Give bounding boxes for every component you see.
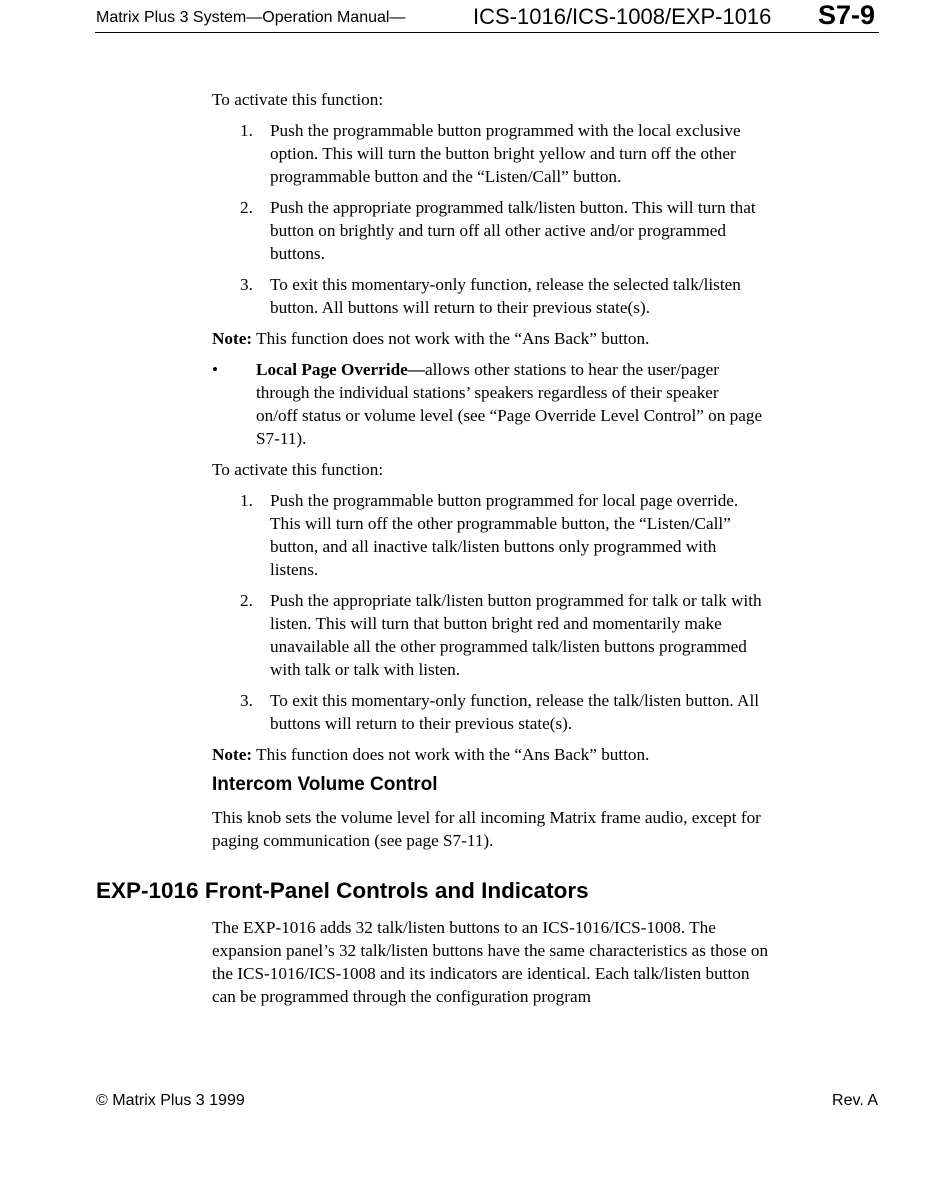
step-number: 1. [240, 121, 253, 140]
header-divider [95, 32, 879, 33]
step-text: Push the appropriate programmed talk/listen button. This will turn that button on brightly and turn off all other active and/or programmed buttons. [270, 198, 756, 263]
note-label: Note: [212, 745, 253, 764]
section1-step-3 [212, 273, 764, 319]
note-label: Note: [212, 329, 253, 348]
main-content [212, 88, 764, 852]
section1-step-1 [212, 119, 764, 188]
intercom-volume-text: This knob sets the volume level for all incoming Matrix frame audio, except for paging communication (see page S7-11). [212, 808, 761, 850]
footer-revision: Rev. A [832, 1092, 878, 1109]
intercom-volume-heading: Intercom Volume Control [212, 774, 438, 795]
step-number: 3. [240, 691, 253, 710]
exp-section-heading: EXP-1016 Front-Panel Controls and Indicators [96, 878, 589, 903]
bullet-local-page-override [212, 358, 764, 450]
step-number: 2. [240, 591, 253, 610]
step-text: To exit this momentary-only function, release the talk/listen button. All buttons will return to their previous state(s). [270, 691, 760, 733]
section2-note [212, 743, 764, 766]
header-manual-title: Matrix Plus 3 System—Operation Manual— [96, 9, 406, 26]
header-model-numbers: ICS-1016/ICS-1008/EXP-1016 [473, 4, 772, 29]
section2-steps [212, 489, 764, 735]
bullet-term: Local Page Override— [256, 360, 425, 379]
note-text: This function does not work with the “Ans Back” button. [252, 329, 650, 348]
section1-step-2 [212, 196, 764, 265]
step-text: To exit this momentary-only function, release the selected talk/listen button. All buttons will return to their previous state(s). [270, 275, 741, 317]
footer-copyright: © Matrix Plus 3 1999 [96, 1092, 245, 1109]
section1-steps [212, 119, 764, 319]
section1-intro: To activate this function: [212, 90, 384, 109]
step-number: 2. [240, 198, 253, 217]
section2-intro: To activate this function: [212, 460, 384, 479]
section1-note [212, 327, 764, 350]
bullet-symbol: • [212, 360, 219, 379]
step-text: Push the appropriate talk/listen button programmed for talk or talk with listen. This will turn that button bright red and momentarily make unavailable all the other programmed talk/listen buttons programmed with talk or talk with listen. [270, 591, 762, 679]
step-number: 3. [240, 275, 253, 294]
note-text: This function does not work with the “Ans Back” button. [252, 745, 650, 764]
section2-step-1 [212, 489, 764, 581]
section2-step-3 [212, 689, 764, 735]
exp-section-text: The EXP-1016 adds 32 talk/listen buttons to an ICS-1016/ICS-1008. The expansion panel’s 32 talk/listen buttons have the same characteristics as those on the ICS-1016/ICS-1008 and its indicators are identical. Each talk/listen button can be programmed through the configuration program [212, 918, 769, 1006]
section2-step-2 [212, 589, 764, 681]
header-page-number: S7-9 [818, 0, 876, 30]
step-text: Push the programmable button programmed with the local exclusive option. This will turn the button bright yellow and turn off the other programmable button and the “Listen/Call” button. [270, 121, 741, 186]
step-number: 1. [240, 491, 253, 510]
step-text: Push the programmable button programmed for local page override. This will turn off the other programmable button, the “Listen/Call” button, and all inactive talk/listen buttons only programmed with listens. [270, 491, 739, 579]
bullet-text: allows other stations to hear the user/pager through the individual stations’ speakers regardless of their speaker on/off status or volume level (see “Page Override Level Control” on page S7-11). [256, 360, 763, 448]
